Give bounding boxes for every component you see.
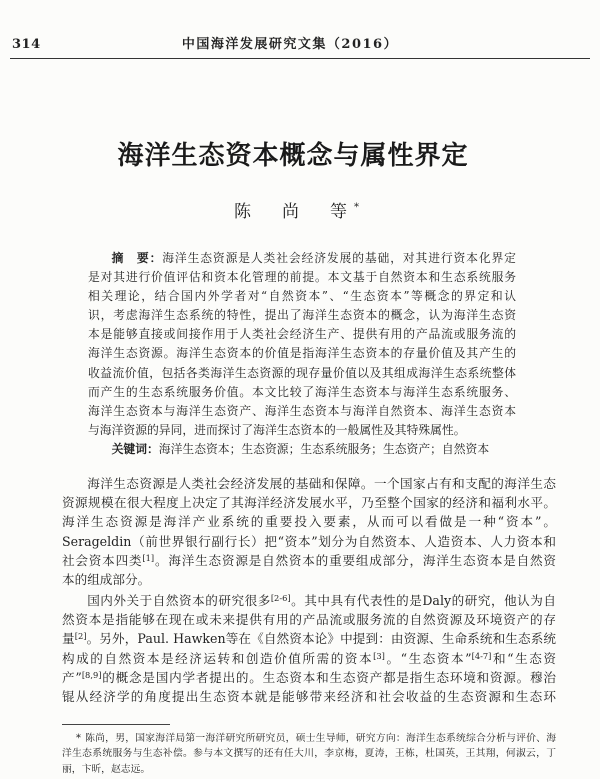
line-text: 社会资本四类: [62, 552, 143, 568]
footnote-line: [62, 731, 556, 746]
abstract-line: 海洋生态资源。海洋生态资本的价值是指海洋生态资本的存量价值及其产生的: [88, 346, 516, 361]
citation-ref: [8,9]: [81, 669, 102, 680]
abstract-line: 收益流价值，包括各类海洋生态资源的现存量价值以及其组成海洋生态系统整体: [88, 365, 516, 380]
author-line: [234, 201, 394, 226]
text-line: 锟从经济学的角度提出生态资本就是能够带来经济和社会收益的生态资源和生态环: [62, 688, 556, 704]
text-line: 海洋生态资源是人类社会经济发展的基础和保障。一个国家占有和支配的海洋生态: [87, 476, 556, 491]
citation-ref: [2-6]: [270, 593, 291, 604]
text-line: [62, 551, 556, 570]
citation-ref: [1]: [142, 552, 155, 563]
text-line: [62, 591, 556, 610]
text-line: Serageldin（前世界银行副行长）把“资本”划分为自然资本、人造资本、人力资本和: [62, 533, 556, 549]
text-line: 本的组成部分。: [62, 571, 151, 587]
footnote-line: 洋生态系统服务与生态补偿。参与本文撰写的还有任大川，李京梅，夏涛，王栋，杜国英，王其翔，何淑云，丁: [62, 748, 556, 760]
text-line: [62, 649, 556, 668]
footnote-rule: [62, 724, 170, 725]
line-text: 和“生态资: [491, 650, 556, 666]
article-title: 海洋生态资本概念与属性界定: [117, 141, 469, 171]
line-text: 。海洋生态资源是自然资本的重要组成部分，海洋生态资本是自然资: [154, 552, 557, 568]
footnote-mark: *: [76, 733, 81, 744]
line-text: 。“生态资本”: [384, 650, 472, 666]
abstract-line: 相关理论，结合国内外学者对“自然资本”、“生态资本”等概念的界定和认: [88, 289, 516, 304]
footnote: [62, 731, 556, 777]
text-line: 资源规模在很大程度上决定了其海洋经济发展水平，乃至整个国家的经济和福利水平。: [62, 495, 556, 511]
line-text: 构成的自然资本是经济运转和创造价值所需的资本: [62, 650, 374, 666]
abstract-label: 摘 要：: [111, 251, 163, 265]
text-line: 海洋生态资源是海洋产业系统的重要投入要素，从而可以看做是一种“资本”。: [62, 514, 556, 530]
line-text: 国内外关于自然资本的研究很多: [87, 593, 271, 608]
abstract-line: [88, 249, 516, 268]
abstract: [88, 249, 516, 459]
author-names: 陈 尚 等: [234, 202, 354, 222]
abstract-line: 识，考虑海洋生态系统的特性，提出了海洋生态资本的概念，认为海洋生态资: [88, 308, 516, 323]
author-footnote-mark: *: [354, 202, 359, 213]
keywords-label: 关键词：: [111, 441, 159, 456]
footnote-line: 丽，卞昕，赵志远。: [62, 763, 151, 775]
abstract-line: 与海洋资源的异同，进而探讨了海洋生态资本的一般属性及其特殊属性。: [88, 422, 466, 437]
text-line: [62, 629, 556, 648]
page-number: 314: [12, 37, 41, 52]
abstract-line: 而产生的生态系统服务价值。本文比较了海洋生态资本与海洋生态系统服务、: [88, 384, 516, 399]
citation-ref: [3]: [373, 650, 385, 661]
line-text: 产”: [62, 669, 82, 685]
header-rule: [10, 58, 590, 59]
keywords-line: [88, 440, 516, 459]
line-text: 量: [62, 631, 75, 647]
line-text: 的概念是国内学者提出的。生态资本和生态资产都是指生态环境和资源。穆治: [101, 669, 556, 685]
body-paragraph: [62, 474, 556, 589]
running-title: 中国海洋发展研究文集（2016）: [181, 37, 399, 52]
footnote-text: 陈尚，男，国家海洋局第一海洋研究所研究员，硕士生导师，研究方向：海洋生态系统综合分析与评价、海: [84, 733, 556, 744]
citation-ref: [2]: [74, 631, 87, 642]
abstract-line: 本是能够直接或间接作用于人类社会经济生产、提供有用的产品流或服务流的: [88, 327, 516, 342]
abstract-line-text: 海洋生态资源是人类社会经济发展的基础，对其进行资本化界定: [162, 251, 516, 265]
abstract-line: 海洋生态资本与海洋生态资产、海洋生态资本与海洋自然资本、海洋生态资本: [88, 403, 516, 418]
text-line: 然资本是指能够在现在或未来提供有用的产品流或服务流的自然资源及环境资产的存: [62, 612, 556, 628]
text-line: [62, 668, 556, 687]
abstract-line: 是对其进行价值评估和资本化管理的前提。本文基于自然资本和生态系统服务: [88, 270, 516, 285]
citation-ref: [4-7]: [471, 650, 492, 661]
line-text: 。其中具有代表性的是Daly的研究，他认为自: [290, 593, 557, 608]
keywords-text: 海洋生态资本；生态资源；生态系统服务；生态资产；自然资本: [158, 441, 490, 456]
line-text: 。另外，Paul. Hawken等在《自然资本论》中提到：由资源、生命系统和生态系统: [86, 631, 557, 647]
body-paragraph: [62, 591, 556, 706]
